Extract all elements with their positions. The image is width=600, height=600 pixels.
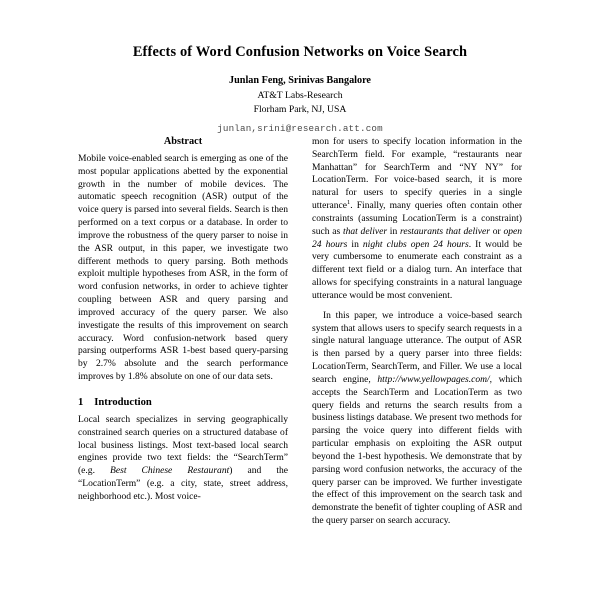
section-title: Introduction xyxy=(94,396,152,408)
intro-paragraph-1-right: mon for users to specify location information in the SearchTerm field. For example, “restaurants near Manhattan” for SearchTerm and “NY NY” for LocationTerm. For voice-based search, it is more natural for users to specify queries in a single utterance$^1$. Finally, many queries often contain other constraints (assuming LocationTerm is a constraint) such as that deliver in restaurants that deliver or open 24 hours in night clubs open 24 hours. It would be very cumbersome to enumerate each constraint as a different text field or a dialog turn. An interface that allows for specifying constraints in a natural language utterance would be most convenient. xyxy=(312,136,522,301)
abstract-heading: Abstract xyxy=(163,136,203,147)
column-left xyxy=(78,136,288,535)
author-list: Junlan Feng, Srinivas Bangalore xyxy=(229,75,371,87)
intro-paragraph-2: In this paper, we introduce a voice-based search system that allows users to specify search requests in a single natural language utterance. The output of ASR is then parsed by a query parser into three fields: LocationTerm, SearchTerm, and Filler. We use a local search engine, http://www.yellowpages.com/, which accepts the SearchTerm and LocationTerm as two query fields and returns the search results from a business listings database. We present two methods for parsing the voice query into different fields with particular emphasis on exploiting the ASR output beyond the 1-best hypothesis. We demonstrate that by parsing word confusion networks, the accuracy of the query parser can be improved. We further investigate the effect of this improvement on the search task and demonstrate the benefit of tighter coupling of ASR and the query parser on search accuracy. xyxy=(312,309,522,527)
affiliation-organization: AT&T Labs-Research xyxy=(257,90,343,102)
page-title: Effects of Word Confusion Networks on Voice Search xyxy=(132,44,468,60)
section-heading-introduction xyxy=(78,397,288,408)
intro-paragraph-1-left: Local search specializes in serving geographically constrained search queries on a structured database of local business listings. Most text-based local search engines provide two text fields: the “SearchTerm” (e.g. Best Chinese Restaurant) and the “LocationTerm” (e.g. a city, state, street address, neighborhood etc.). Most voice- xyxy=(78,413,288,502)
affiliation-location: Florham Park, NJ, USA xyxy=(253,104,347,116)
author-email: junlan,srini@research.att.com xyxy=(217,122,383,134)
abstract-paragraph: Mobile voice-enabled search is emerging as one of the most popular applications abetted by the exponential growth in the number of mobile devices. The automatic speech recognition (ASR) output of the voice query is parsed into several fields. Search is then performed on a text corpus or a database. In order to improve the robustness of the query parser to noise in the ASR output, in this paper, we investigate two different methods to query parsing. Both methods exploit multiple hypotheses from ASR, in the form of word confusion networks, in order to achieve tighter coupling between ASR and query parsing and improved accuracy of the query parser. We also investigate the results of this improvement on search accuracy. Word confusion-network based query parsing outperforms ASR 1-best based query-parsing by 2.7% absolute and the search performance improves by 1.8% absolute on one of our data sets. xyxy=(78,153,288,383)
two-column-body xyxy=(78,136,522,535)
title-block xyxy=(0,0,600,134)
column-right xyxy=(312,136,522,535)
section-number: 1 xyxy=(78,396,84,408)
